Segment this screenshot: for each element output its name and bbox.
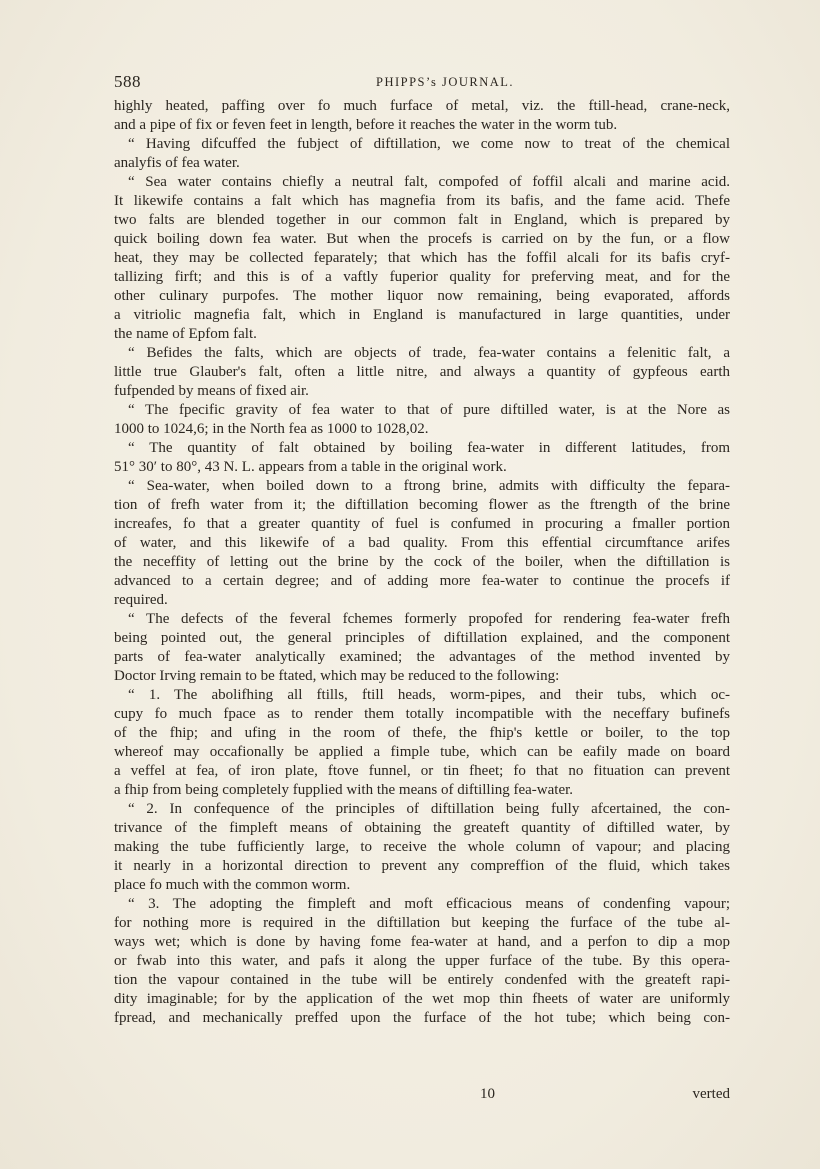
text-line: “ 1. The abolifhing all ftills, ftill heads, worm-pipes, and their tubs, which oc- xyxy=(128,687,730,703)
text-line: “ 3. The adopting the fimpleft and moft efficacious means of condenfing vapour; xyxy=(128,896,730,912)
text-line: advanced to a certain degree; and of adding more fea-water to continue the procefs if xyxy=(114,573,730,589)
page-number: 588 xyxy=(114,72,141,91)
text-line: tallizing firft; and this is of a vaftly fuperior quality for preferving meat, and for the xyxy=(114,269,730,285)
text-line: the neceffity of letting out the brine by the cock of the boiler, when the diftillation is xyxy=(114,554,730,570)
text-line: “ 2. In confequence of the principles of diftillation being fully afcertained, the con- xyxy=(128,801,730,817)
text-line: of water, and this likewife of a bad quality. From this effential circumftance arifes xyxy=(114,535,730,551)
text-line: trivance of the fimpleft means of obtaining the greateft quantity of diftilled water, by xyxy=(114,820,730,836)
text-line: quick boiling down fea water. But when the procefs is carried on by the fun, or a flow xyxy=(114,231,730,247)
text-line: parts of fea-water analytically examined; the advantages of the method invented by xyxy=(114,649,730,665)
text-line: “ The quantity of falt obtained by boiling fea-water in different latitudes, from xyxy=(128,440,730,456)
text-line: cupy fo much fpace as to render them totally incompatible with the neceffary bufinefs xyxy=(114,706,730,722)
text-line: “ Having difcuffed the fubject of diftillation, we come now to treat of the chemical xyxy=(128,136,730,152)
text-line: It likewife contains a falt which has magnefia from its bafis, and the fame acid. Thefe xyxy=(114,193,730,209)
text-line: two falts are blended together in our common falt in England, which is prepared by xyxy=(114,212,730,228)
text-line: 51° 30′ to 80°, 43 N. L. appears from a table in the original work. xyxy=(114,459,507,475)
text-line: “ The defects of the feveral fchemes formerly propofed for rendering fea-water frefh xyxy=(128,611,730,627)
running-head: PHIPPS’s JOURNAL. xyxy=(376,75,515,89)
text-line: increafes, fo that a greater quantity of fuel is confumed in procuring a fmaller portion xyxy=(114,516,730,532)
text-line: a vitriolic magnefia falt, which in England is manufactured in large quantities, under xyxy=(114,307,730,323)
text-line: required. xyxy=(114,592,168,608)
text-line: of the fhip; and ufing in the room of thefe, the fhip's kettle or boiler, to the top xyxy=(114,725,730,741)
body-text xyxy=(114,97,730,1028)
text-line: fufpended by means of fixed air. xyxy=(114,383,309,399)
text-line: and a pipe of fix or feven feet in length, before it reaches the water in the worm tub. xyxy=(114,117,618,133)
page-header xyxy=(114,72,724,96)
text-line: analyfis of fea water. xyxy=(114,155,240,171)
text-line: other culinary purpofes. The mother liquor now remaining, being evaporated, affords xyxy=(114,288,730,304)
text-line: 1000 to 1024,6; in the North fea as 1000 to 1028,02. xyxy=(114,421,429,437)
text-line: it nearly in a horizontal direction to prevent any compreffion of the fluid, which takes xyxy=(114,858,730,874)
signature-mark: 10 xyxy=(480,1086,495,1102)
text-line: tion of frefh water from it; the diftillation becoming flower as the ftrength of the brine xyxy=(114,497,730,513)
text-line: dity imaginable; for by the application of the wet mop thin fheets of water are uniformly xyxy=(114,991,730,1007)
text-line: a fhip from being completely fupplied with the means of diftilling fea-water. xyxy=(114,782,574,798)
text-line: being pointed out, the general principles of diftillation explained, and the component xyxy=(114,630,730,646)
text-line: “ The fpecific gravity of fea water to that of pure diftilled water, is at the Nore as xyxy=(128,402,730,418)
text-line: the name of Epfom falt. xyxy=(114,326,257,342)
text-line: ways wet; which is done by having fome fea-water at hand, and a perfon to dip a mop xyxy=(114,934,730,950)
text-line: “ Sea water contains chiefly a neutral falt, compofed of foffil alcali and marine acid. xyxy=(128,174,730,190)
text-line: Doctor Irving remain to be ftated, which may be reduced to the following: xyxy=(114,668,560,684)
text-line: place fo much with the common worm. xyxy=(114,877,351,893)
text-line: little true Glauber's falt, often a little nitre, and always a quantity of gypfeous earth xyxy=(114,364,730,380)
text-line: highly heated, paffing over fo much furface of metal, viz. the ftill-head, crane-neck, xyxy=(114,98,730,114)
catchword: verted xyxy=(692,1086,730,1102)
text-line: heat, they may be collected feparately; that which has the foffil alcali for its bafis cryf- xyxy=(114,250,730,266)
text-line: tion the vapour contained in the tube will be entirely condenfed with the greateft rapi- xyxy=(114,972,730,988)
text-line: “ Sea-water, when boiled down to a ftrong brine, admits with difficulty the fepara- xyxy=(128,478,730,494)
page-footer xyxy=(114,1086,730,1106)
text-line: whereof may occafionally be applied a fimple tube, which can be eafily made on board xyxy=(114,744,730,760)
text-line: a veffel at fea, of iron plate, ftove funnel, or tin fheet; fo that no fituation can prevent xyxy=(114,763,730,779)
text-line: for nothing more is required in the diftillation but keeping the furface of the tube al- xyxy=(114,915,730,931)
text-line: “ Befides the falts, which are objects of trade, fea-water contains a felenitic falt, a xyxy=(128,345,730,361)
text-line: fpread, and mechanically preffed upon the furface of the hot tube; which being con- xyxy=(114,1010,730,1026)
text-line: or fwab into this water, and pafs it along the upper furface of the tube. By this opera- xyxy=(114,953,730,969)
text-line: making the tube fufficiently large, to receive the whole column of vapour; and placing xyxy=(114,839,730,855)
